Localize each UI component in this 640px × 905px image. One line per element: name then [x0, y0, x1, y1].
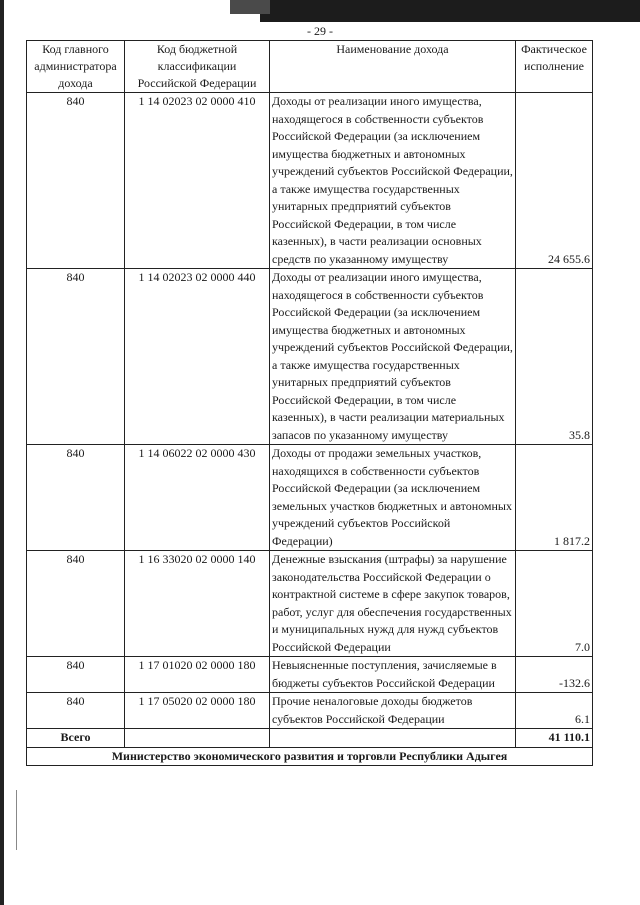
revenue-name-cell: Доходы от реализации иного имущества, находящегося в собственности субъектов Российской Федерации (за исключением имущества бюджетных и автономных учреждений субъектов Российской Федерации, а также имущества государственных унитарных предприятий субъектов Российской Федерации, в том числе казенных), в части реализации основных средств по указанному имуществу: [270, 93, 516, 269]
total-empty-name: [270, 729, 516, 748]
admin-code-cell: 840: [27, 693, 125, 729]
admin-code-cell: 840: [27, 657, 125, 693]
actual-value-cell: 7.0: [516, 551, 593, 657]
scan-margin-mark: [16, 790, 17, 850]
admin-code-cell: 840: [27, 551, 125, 657]
budget-code-cell: 1 16 33020 02 0000 140: [125, 551, 270, 657]
actual-value-cell: 35.8: [516, 269, 593, 445]
revenue-name-cell: Невыясненные поступления, зачисляемые в бюджеты субъектов Российской Федерации: [270, 657, 516, 693]
header-revenue-name: Наименование дохода: [270, 41, 516, 93]
actual-value-cell: 6.1: [516, 693, 593, 729]
total-empty-code: [125, 729, 270, 748]
revenue-table: [26, 40, 593, 766]
scan-dark-edge-fragment: [230, 0, 270, 14]
table-row: [27, 551, 593, 657]
budget-code-cell: 1 14 06022 02 0000 430: [125, 445, 270, 551]
page-number: - 29 -: [307, 24, 333, 38]
table-row: [27, 445, 593, 551]
admin-code-cell: 840: [27, 269, 125, 445]
revenue-name-cell: Денежные взыскания (штрафы) за нарушение законодательства Российской Федерации о контрактной системе в сфере закупок товаров, работ, услуг для обеспечения государственных и муниципальных нужд для нужд субъектов Российской Федерации: [270, 551, 516, 657]
header-admin-code: Код главного администратора дохода: [27, 41, 125, 93]
actual-value-cell: 24 655.6: [516, 93, 593, 269]
budget-code-cell: 1 17 01020 02 0000 180: [125, 657, 270, 693]
revenue-name-cell: Доходы от реализации иного имущества, находящегося в собственности субъектов Российской Федерации (за исключением имущества бюджетных и автономных учреждений субъектов Российской Федерации, а также имущества государственных унитарных предприятий субъектов Российской Федерации, в том числе казенных), в части реализации материальных запасов по указанному имуществу: [270, 269, 516, 445]
budget-code-cell: 1 14 02023 02 0000 440: [125, 269, 270, 445]
table-header-row: [27, 41, 593, 93]
actual-value-cell: 1 817.2: [516, 445, 593, 551]
scan-dark-edge: [260, 0, 640, 22]
revenue-name-cell: Доходы от продажи земельных участков, находящихся в собственности субъектов Российской Федерации (за исключением земельных участков бюджетных и автономных учреждений субъектов Российской Федерации): [270, 445, 516, 551]
table-row: [27, 693, 593, 729]
table-row: [27, 269, 593, 445]
budget-code-cell: 1 17 05020 02 0000 180: [125, 693, 270, 729]
header-budget-code: Код бюджетной классификации Российской Федерации: [125, 41, 270, 93]
budget-code-cell: 1 14 02023 02 0000 410: [125, 93, 270, 269]
total-value: 41 110.1: [516, 729, 593, 748]
total-row: [27, 729, 593, 748]
revenue-name-cell: Прочие неналоговые доходы бюджетов субъектов Российской Федерации: [270, 693, 516, 729]
table-row: [27, 93, 593, 269]
admin-code-cell: 840: [27, 93, 125, 269]
total-label: Всего: [27, 729, 125, 748]
table-row: [27, 657, 593, 693]
header-actual-value: Фактическое исполнение: [516, 41, 593, 93]
admin-code-cell: 840: [27, 445, 125, 551]
section-title: Министерство экономического развития и торговли Республики Адыгея: [27, 747, 593, 766]
scan-left-edge: [0, 0, 4, 905]
actual-value-cell: -132.6: [516, 657, 593, 693]
section-header-row: [27, 747, 593, 766]
